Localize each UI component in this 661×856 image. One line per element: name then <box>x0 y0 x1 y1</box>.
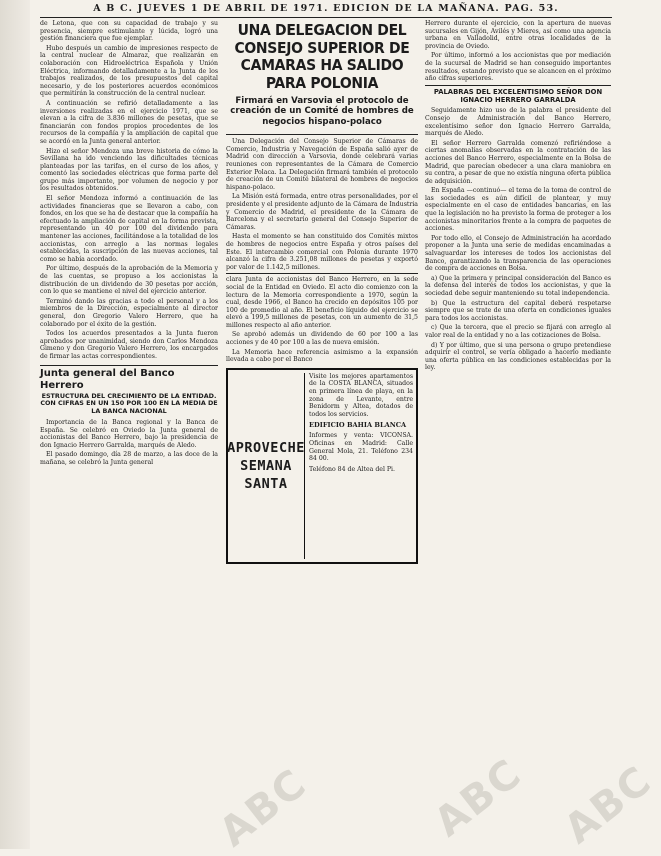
headline: UNA DELEGACION DEL CONSEJO SUPERIOR DE CAMARAS HA SALIDO PARA POLONIA <box>234 21 410 92</box>
paragraph: El señor Herrero Garralda comenzó refiriéndose a ciertas anomalías observadas en la contratación de las acciones del Banco Herrero, especialmente en la Bolsa de Madrid, que parecían obedecer a una clara maniobra en su contra, a pesar de que no existía ninguna oferta pública de adquisición. <box>425 139 611 185</box>
ad-body <box>309 373 413 559</box>
paragraph: El señor Mendoza informó a continuación de las actividades financieras que se llevaron a cabo, con fondos, en los que se ha de destacar que la compañía ha efectuado la ampliación de capital en la forma prevista, representando un 40 por 100 del dividendo para mantener las acciones, facilitándose a la totalidad de los accionistas, con arreglo a las normas legales establecidas, la suscripción de las nuevas acciones, tal como se había acordado. <box>40 195 218 263</box>
page-edge <box>0 0 30 849</box>
advertisement <box>226 368 418 564</box>
paragraph: Hizo el señor Mendoza una breve historia de cómo la Sevillana ha ido venciendo las dificultades técnicas planteadas por las tarifas, en el curso de los años, y comentó las sociedades eléctricas que forma parte del grupo más importante, por volumen de negocio y por los resultados obtenidos. <box>40 147 218 193</box>
section-title-banco-herrero: Junta general del Banco Herrero <box>40 365 218 392</box>
paragraph: Terminó dando las gracias a todo el personal y a los miembros de la Dirección, especialmente al director general, don Gregorio Valero Herrero, que ha colaborado por el éxito de la gestión. <box>40 297 218 328</box>
page-header: A B C. JUEVES 1 DE ABRIL DE 1971. EDICION DE LA MAÑANA. PAG. 53. <box>40 3 612 18</box>
column-1 <box>40 20 218 843</box>
paragraph: clara Junta de accionistas del Banco Herrero, en la sede social de la Entidad en Oviedo. El acto dio comienzo con la lectura de la Memoria correspondiente a 1970, según la cual, desde 1966, el Banco ha crecido en depósitos 105 por 100 de promedio al año. El beneficio líquido del ejercicio se elevó a 199,5 millones de pesetas, con un aumento de 31,5 millones respecto al año anterior. <box>226 276 418 329</box>
ad-highlight: EDIFICIO BAHIA BLANCA <box>309 421 407 430</box>
paragraph: El pasado domingo, día 28 de marzo, a las doce de la mañana, se celebró la Junta general <box>40 451 218 466</box>
abc-watermark: ABC <box>426 750 531 846</box>
paragraph: Se aprobó además un dividendo de 60 por 100 a las acciones y de 40 por 100 a las de nueva emisión. <box>226 331 418 347</box>
ad-slogan-line: SEMANA <box>240 457 292 474</box>
paragraph: Por último, después de la aprobación de la Memoria y de las cuentas, se propuso a los accionistas la distribución de un dividendo de 30 pesetas por acción, con lo que se mantiene el nivel del ejercicio anterior. <box>40 265 218 296</box>
list-item: b) Que la estructura del capital deberá respetarse siempre que se trate de una oferta en condiciones iguales para todos los accionistas. <box>425 299 611 322</box>
ad-paragraph: Teléfono 84 de Altea del Pi. <box>309 465 395 473</box>
paragraph: Todos los acuerdos presentados a la Junta fueron aprobados por unanimidad, siendo don Carlos Mendoza Gimeno y don Gregorio Valero Herrero, los encargados de firmar las actas correspondientes. <box>40 330 218 360</box>
paragraph: La Misión está formada, entre otras personalidades, por el presidente y el presidente adjunto de la Cámara de Industria y Comercio de Madrid, el presidente de la Cámara de Barcelona y el secretario general del Consejo Superior de Cámaras. <box>226 193 418 231</box>
list-item: d) Y por último, que si una persona o grupo pretendiese adquirir el control, se vería obligado a hacerlo mediante una oferta pública en las condiciones establecidas por la ley. <box>425 341 611 372</box>
paragraph: de Letona, que con su capacidad de trabajo y su presencia, siempre estimulante y lúcida, logró una gestión financiera que fue ejemplar. <box>40 20 218 43</box>
paragraph: La Memoria hace referencia asimismo a la expansión llevada a cabo por el Banco <box>226 348 418 364</box>
column-2 <box>226 20 418 843</box>
column-3 <box>425 20 611 843</box>
paragraph: Hubo después un cambio de impresiones respecto de la central nuclear de Almaraz, que realizarán en colaboración con Hidroeléctrica Española y Unión Eléctrica, informando detalladamente a la Junta de los trabajos realizados, de los presupuestos del capital necesario, y de los posteriores acuerdos económicos que permitirán la construcción de la central nuclear. <box>40 44 218 98</box>
divider <box>226 273 418 274</box>
paragraph: Por último, informó a los accionistas que por mediación de la sucursal de Madrid se han conseguido importantes resultados, estando previsto que se alcancen en el próximo año cifras superiores. <box>425 52 611 83</box>
ad-slogan-line: APROVECHE <box>227 439 305 456</box>
paragraph: Una Delegación del Consejo Superior de Cámaras de Comercio, Industria y Navegación de España salió ayer de Madrid con dirección a Varsovia, donde celebrará varias reuniones con representantes de la Cámara de Comercio Exterior Polaca. La Delegación firmará también el protocolo de creación de un Comité bilateral de hombres de negocios hispano-polaco. <box>226 138 418 191</box>
list-item: c) Que la tercera, que el precio se fijará con arreglo al valor real de la entidad y no a las cotizaciones de Bolsa. <box>425 324 611 339</box>
section-title-herrero-garralda: PALABRAS DEL EXCELENTISIMO SEÑOR DON IGNACIO HERRERO GARRALDA <box>425 85 611 105</box>
headline-block <box>226 22 418 135</box>
list-item: a) Que la primera y principal consideración del Banco es la defensa del interés de todos los accionistas, y que la sociedad debe seguir manteniendo su total independencia. <box>425 274 611 297</box>
paragraph: Importancia de la Banca regional y la Banca de España. Se celebró en Oviedo la Junta general de accionistas del Banco Herrero, bajo la presidencia de don Ignacio Herrero Garralda, marqués de Aledo. <box>40 418 218 449</box>
ad-slogan-line: SANTA <box>244 475 288 492</box>
section-subhead: ESTRUCTURA DEL CRECIMIENTO DE LA ENTIDAD. CON CIFRAS EN UN 150 POR 100 EN LA MEDIA DE LA BANCA NACIONAL <box>40 391 218 416</box>
abc-watermark: ABC <box>556 757 661 853</box>
paragraph: En España —continuó— el tema de la toma de control de las sociedades es aún difícil de plantear, y muy especialmente en el caso de entidades bancarias, en las que la legislación no ha previsto la forma de proteger a los accionistas minoritarios frente a la compra de paquetes de acciones. <box>425 187 611 233</box>
ad-slogan <box>227 373 305 559</box>
ad-paragraph: Informes y venta: VICONSA. Oficinas en Madrid: Calle General Mola, 21. Teléfono 234 84 00. <box>309 432 413 463</box>
abc-watermark: ABC <box>211 760 316 856</box>
paragraph: A continuación se refirió detalladamente a las inversiones realizadas en el ejercicio 1971, que se elevan a la cifra de 3.836 millones de pesetas, que se financiarán con fondos propios procedentes de los recursos de la compañía y la ampliación de capital que se acordó en la Junta general anterior. <box>40 99 218 145</box>
paragraph: Herrero durante el ejercicio, con la apertura de nuevas sucursales en Gijón, Avilés y Mieres, así como una agencia urbana en Valladolid, entre otras localidades de la provincia de Oviedo. <box>425 20 611 50</box>
paragraph: Por todo ello, el Consejo de Administración ha acordado proponer a la Junta una serie de medidas encaminadas a salvaguardar los intereses de todos los accionistas del Banco, garantizando la transparencia de las operaciones de compra de acciones en Bolsa. <box>425 234 611 273</box>
paragraph: Hasta el momento se han constituido dos Comités mixtos de hombres de negocios entre España y otros países del Este. El intercambio comercial con Polonia durante 1970 alcanzó la cifra de 3.251,08 millones de pesetas y exportó por valor de 1.142,5 millones. <box>226 233 418 271</box>
ad-paragraph: Visite los mejores apartamentos de la COSTA BLANCA, situados en primera línea de playa, en la zona de Levante, entre Benidorm y Altea, dotados de todos los servicios. <box>309 372 413 418</box>
headline-deck: Firmará en Varsovia el protocolo de creación de un Comité de hombres de negocios hispano-polaco <box>230 96 414 127</box>
paragraph: Seguidamente hizo uso de la palabra el presidente del Consejo de Administración del Banco Herrero, excelentísimo señor don Ignacio Herrero Garralda, marqués de Aledo. <box>425 107 611 138</box>
